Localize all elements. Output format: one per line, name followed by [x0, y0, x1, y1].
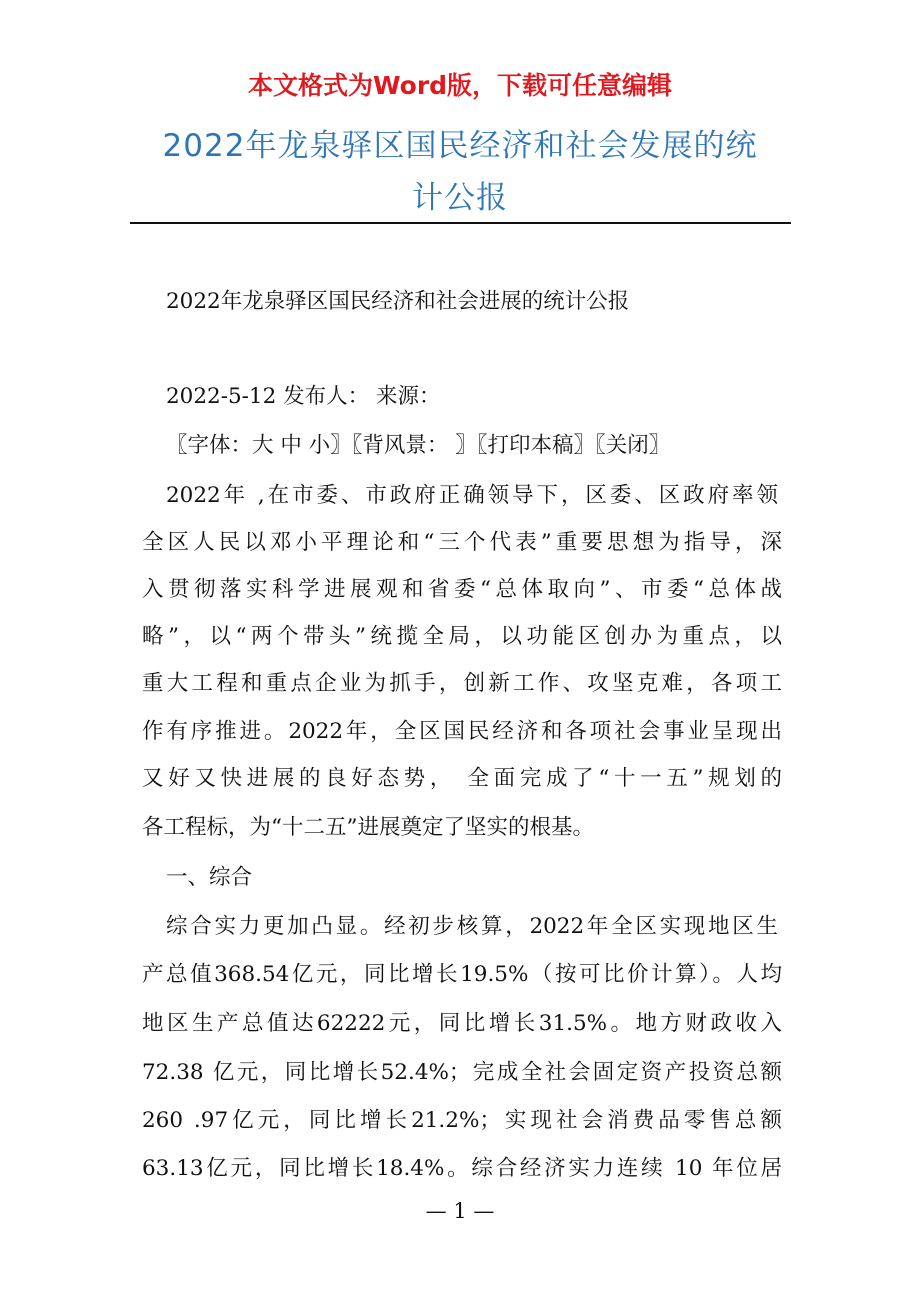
title-divider	[130, 222, 791, 224]
page-number: — 1 —	[425, 1199, 495, 1223]
download-notice-banner: 本文格式为Word版，下载可任意编辑	[247, 71, 673, 100]
paragraph-line: 63.13亿元，同比增长18.4%。综合经济实力连续 10 年位居	[142, 1156, 782, 1181]
paragraph-line: 260 .97亿元，同比增长21.2%；实现社会消费品零售总额	[142, 1108, 782, 1133]
paragraph-line: 2022年 ,在市委、市政府正确领导下，区委、区政府率领	[166, 483, 778, 508]
paragraph-line: 重大工程和重点企业为抓手，创新工作、攻坚克难，各项工	[142, 671, 782, 696]
publish-meta: 2022-5-12 发布人： 来源：	[166, 384, 441, 409]
paragraph-line: 作有序推进。2022年，全区国民经济和各项社会事业呈现出	[142, 719, 782, 744]
paragraph-line: 又好又快进展的良好态势， 全面完成了“十一五”规划的	[142, 766, 782, 791]
paragraph-line: 入贯彻落实科学进展观和省委“总体取向”、市委“总体战	[142, 577, 782, 602]
paragraph-line: 产总值368.54亿元，同比增长19.5%（按可比价计算）。人均	[142, 962, 782, 987]
paragraph-line: 各工程标，为“十二五”进展奠定了坚实的根基。	[142, 815, 594, 840]
document-title	[130, 120, 790, 224]
title-line-1: 2022年龙泉驿区国民经济和社会发展的统	[162, 128, 758, 164]
article-subtitle: 2022年龙泉驿区国民经济和社会进展的统计公报	[166, 289, 630, 314]
title-line-2: 计公报	[412, 180, 508, 216]
paragraph-line: 72.38 亿元，同比增长52.4%；完成全社会固定资产投资总额	[142, 1060, 782, 1085]
page-tools: 〖字体：大 中 小〗〖背风景： 〗〖打印本稿〗〖关闭〗	[166, 433, 671, 458]
paragraph-line: 地区生产总值达62222元，同比增长31.5%。地方财政收入	[142, 1011, 782, 1036]
section-heading: 一、综合	[166, 865, 253, 890]
paragraph-line: 全区人民以邓小平理论和“三个代表”重要思想为指导，深	[142, 530, 782, 555]
paragraph-line: 综合实力更加凸显。经初步核算，2022年全区实现地区生	[166, 914, 778, 939]
paragraph-line: 略”，以“两个带头”统揽全局，以功能区创办为重点，以	[142, 624, 782, 649]
